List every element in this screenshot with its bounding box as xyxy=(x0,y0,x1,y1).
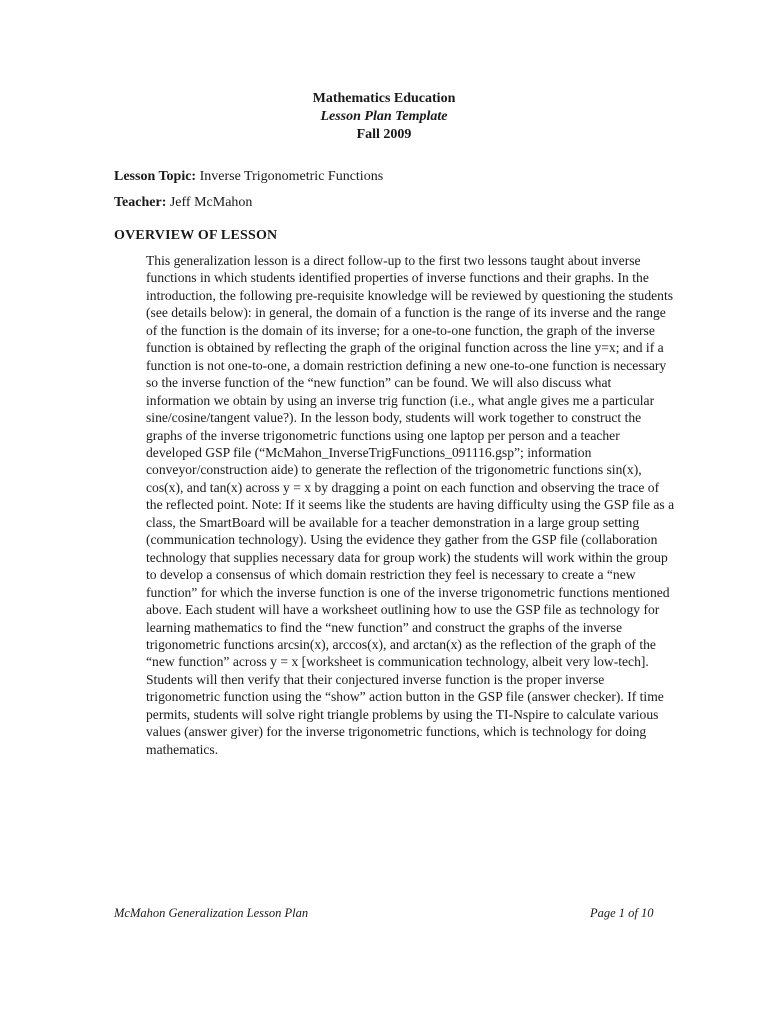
document-title: Mathematics Education xyxy=(312,91,456,106)
lesson-topic-value: Inverse Trigonometric Functions xyxy=(199,169,384,184)
footer-document-name: McMahon Generalization Lesson Plan xyxy=(114,906,309,920)
teacher-value: Jeff McMahon xyxy=(169,195,253,210)
teacher-field xyxy=(114,194,252,212)
document-term: Fall 2009 xyxy=(356,127,412,142)
overview-heading: OVERVIEW OF LESSON xyxy=(114,228,278,243)
footer-page-number: Page 1 of 10 xyxy=(590,906,654,920)
overview-paragraph: This generalization lesson is a direct follow-up to the first two lessons taught about inverse functions in which students identified properties of inverse functions and their graphs. In the introduction, the following pre-requisite knowledge will be reviewed by questioning the students (see details below): in general, the domain of a function is the range of its inverse and the range of the function is the domain of its inverse; for a one-to-one function, the graph of the inverse function is obtained by reflecting the graph of the original function across the line y=x; and if a function is not one-to-one, a domain restriction defining a new one-to-one function is necessary so the inverse function of the “new function” can be found. We will also discuss what information we obtain by using an inverse trig function (i.e., what angle gives me a particular sine/cosine/tangent value?). In the lesson body, students will work together to construct the graphs of the inverse trigonometric functions using one laptop per person and a teacher developed GSP file (“McMahon_InverseTrigFunctions_091116.gsp”; information conveyor/construction aide) to generate the reflection of the trigonometric functions sin(x), cos(x), and tan(x) across y = x by dragging a point on each function and observing the trace of the reflected point. Note: If it seems like the students are having difficulty using the GSP file as a class, the SmartBoard will be available for a teacher demonstration in a large group setting (communication technology). Using the evidence they gather from the GSP file (collaboration technology that supplies necessary data for group work) the students will work within the group to develop a consensus of which domain restriction they feel is necessary to create a “new function” for which the inverse function is one of the inverse trigonometric functions mentioned above. Each student will have a worksheet outlining how to use the GSP file as technology for learning mathematics to find the “new function” and construct the graphs of the inverse trigonometric functions arcsin(x), arccos(x), and arctan(x) as the reflection of the graph of the “new function” across y = x [worksheet is communication technology, albeit very low-tech]. Students will then verify that their conjectured inverse function is the proper inverse trigonometric function using the “show” action button in the GSP file (answer checker). If time permits, students will solve right triangle problems by using the TI-Nspire to calculate various values (answer giver) for the inverse trigonometric functions, which is technology for doing mathematics. xyxy=(146,253,675,757)
teacher-label: Teacher: xyxy=(114,195,167,210)
title-block xyxy=(0,90,768,144)
lesson-topic-label: Lesson Topic: xyxy=(114,169,197,184)
document-subtitle: Lesson Plan Template xyxy=(320,109,448,124)
lesson-topic-field xyxy=(114,168,383,186)
